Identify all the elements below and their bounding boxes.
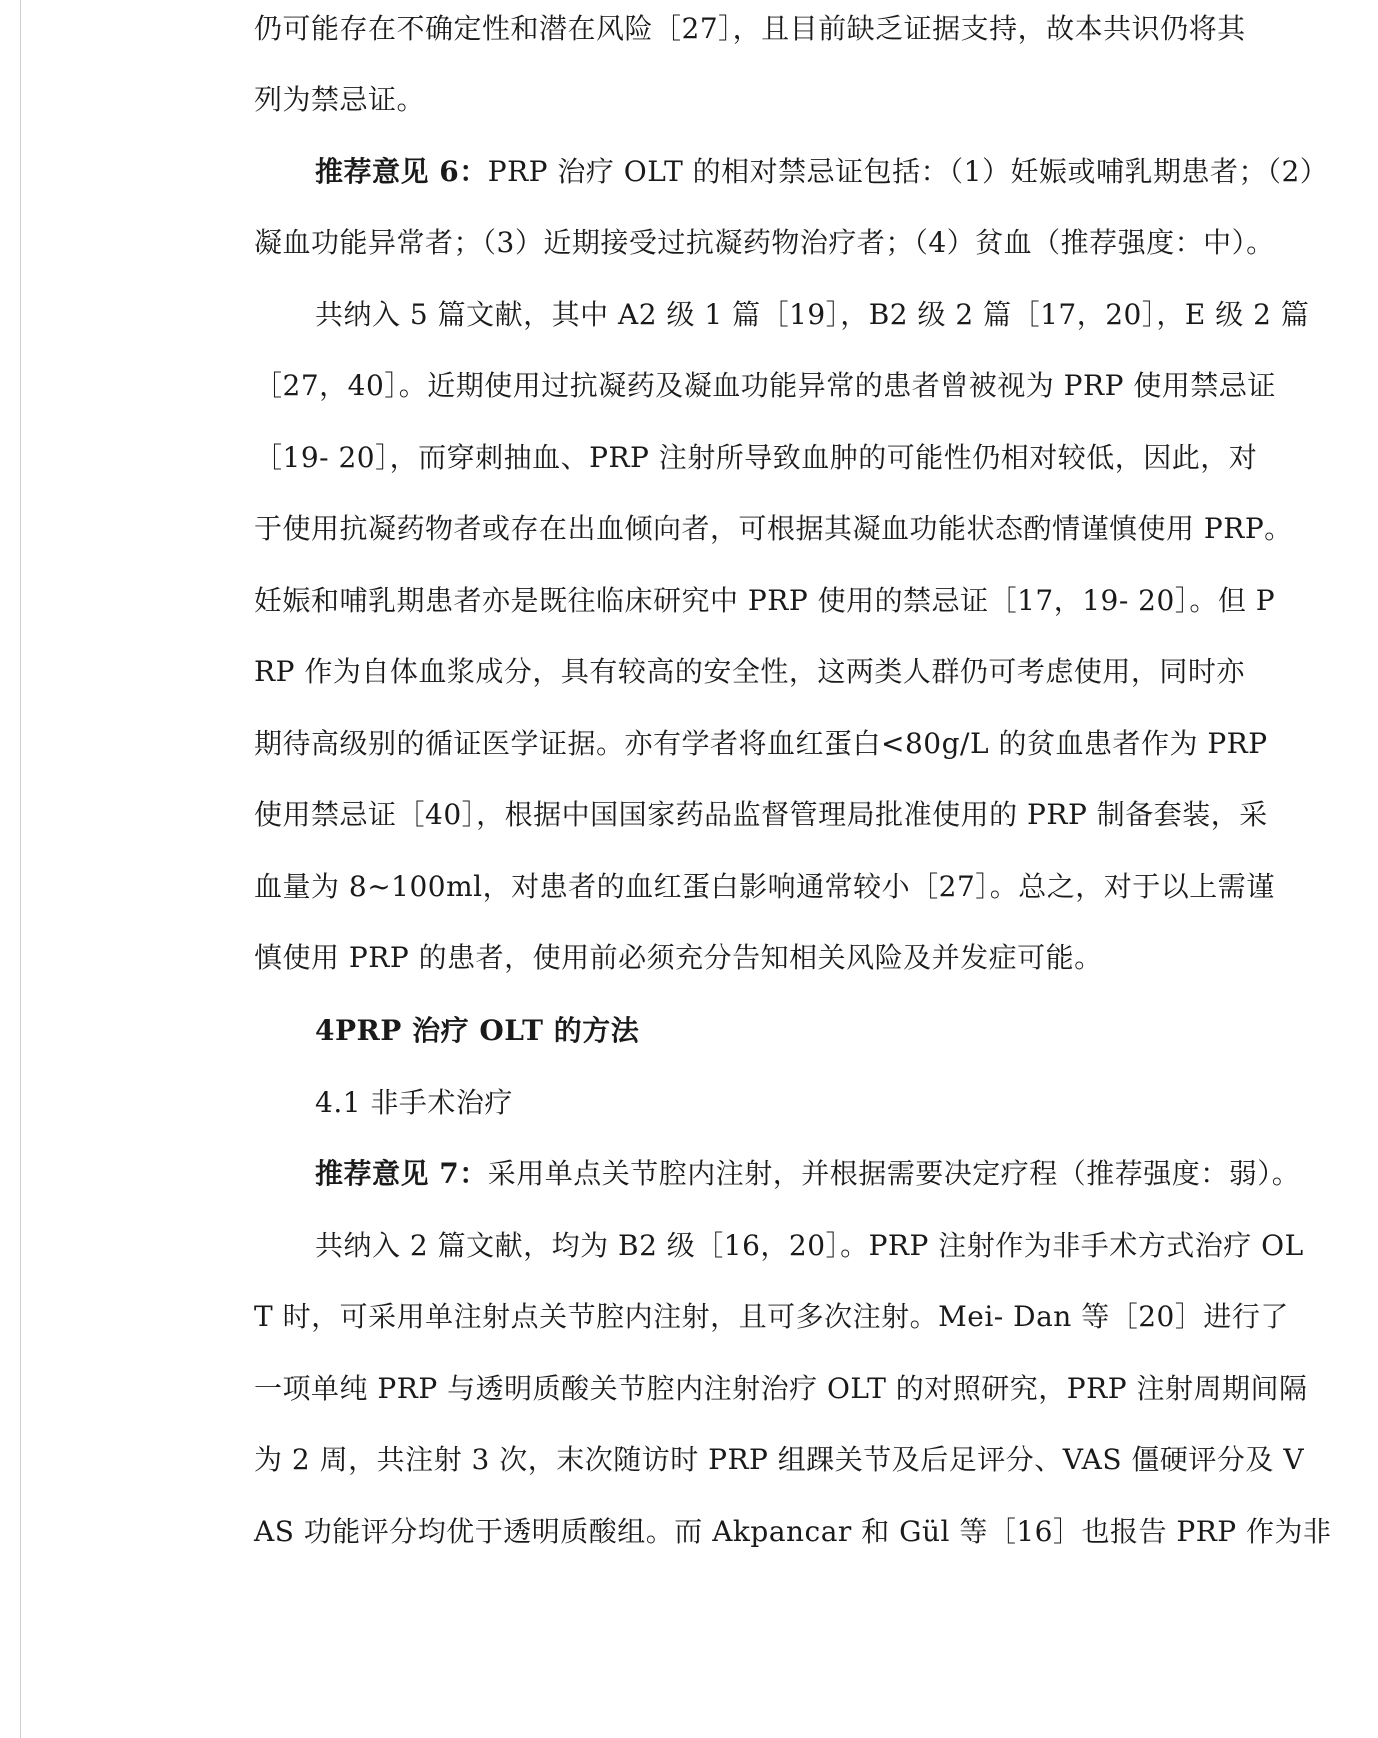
page-left-border bbox=[20, 0, 21, 1738]
text-line: ［19- 20］，而穿刺抽血、PRP 注射所导致血肿的可能性仍相对较低，因此，对 bbox=[254, 441, 1258, 474]
text-line: 使用禁忌证［40］，根据中国国家药品监督管理局批准使用的 PRP 制备套装，采 bbox=[254, 798, 1268, 831]
text-line: 妊娠和哺乳期患者亦是既往临床研究中 PRP 使用的禁忌证［17，19- 20］。但 P bbox=[254, 584, 1276, 617]
section-heading: 4PRP 治疗 OLT 的方法 bbox=[315, 1014, 640, 1047]
paragraph-start: 共纳入 5 篇文献，其中 A2 级 1 篇［19］，B2 级 2 篇［17，20］，E 级 2 篇 bbox=[315, 298, 1310, 331]
text-line: 凝血功能异常者；（3）近期接受过抗凝药物治疗者；（4）贫血（推荐强度：中）。 bbox=[254, 226, 1275, 259]
text-line: 一项单纯 PRP 与透明质酸关节腔内注射治疗 OLT 的对照研究，PRP 注射周期间隔 bbox=[254, 1372, 1308, 1405]
recommendation-label: 推荐意见 6： bbox=[315, 155, 488, 188]
paragraph-start: 共纳入 2 篇文献，均为 B2 级［16，20］。PRP 注射作为非手术方式治疗 OL bbox=[315, 1229, 1304, 1262]
recommendation-label: 推荐意见 7： bbox=[315, 1157, 488, 1190]
text-line: RP 作为自体血浆成分，具有较高的安全性，这两类人群仍可考虑使用，同时亦 bbox=[254, 655, 1245, 688]
text-line: ［27，40］。近期使用过抗凝药及凝血功能异常的患者曾被视为 PRP 使用禁忌证 bbox=[254, 369, 1276, 402]
text-line: T 时，可采用单注射点关节腔内注射，且可多次注射。Mei- Dan 等［20］进行了 bbox=[254, 1300, 1289, 1333]
text-line: 于使用抗凝药物者或存在出血倾向者，可根据其凝血功能状态酌情谨慎使用 PRP。 bbox=[254, 512, 1293, 545]
recommendation-7: 推荐意见 7：采用单点关节腔内注射，并根据需要决定疗程（推荐强度：弱）。 bbox=[315, 1157, 1301, 1190]
text-line: 期待高级别的循证医学证据。亦有学者将血红蛋白<80g/L 的贫血患者作为 PRP bbox=[254, 727, 1268, 760]
text-line: 慎使用 PRP 的患者，使用前必须充分告知相关风险及并发症可能。 bbox=[254, 941, 1103, 974]
text-line: 仍可能存在不确定性和潜在风险［27］，且目前缺乏证据支持，故本共识仍将其 bbox=[254, 12, 1246, 45]
text-line: 血量为 8~100ml，对患者的血红蛋白影响通常较小［27］。总之，对于以上需谨 bbox=[254, 870, 1275, 903]
text-line: 为 2 周，共注射 3 次，末次随访时 PRP 组踝关节及后足评分、VAS 僵硬评分及 V bbox=[254, 1443, 1305, 1476]
text-line: AS 功能评分均优于透明质酸组。而 Akpancar 和 Gül 等［16］也报告 PRP 作为非 bbox=[254, 1515, 1332, 1548]
text-line: 列为禁忌证。 bbox=[254, 83, 426, 116]
subsection-heading: 4.1 非手术治疗 bbox=[315, 1086, 513, 1119]
recommendation-6: 推荐意见 6：PRP 治疗 OLT 的相对禁忌证包括：（1）妊娠或哺乳期患者；（2） bbox=[315, 155, 1329, 188]
